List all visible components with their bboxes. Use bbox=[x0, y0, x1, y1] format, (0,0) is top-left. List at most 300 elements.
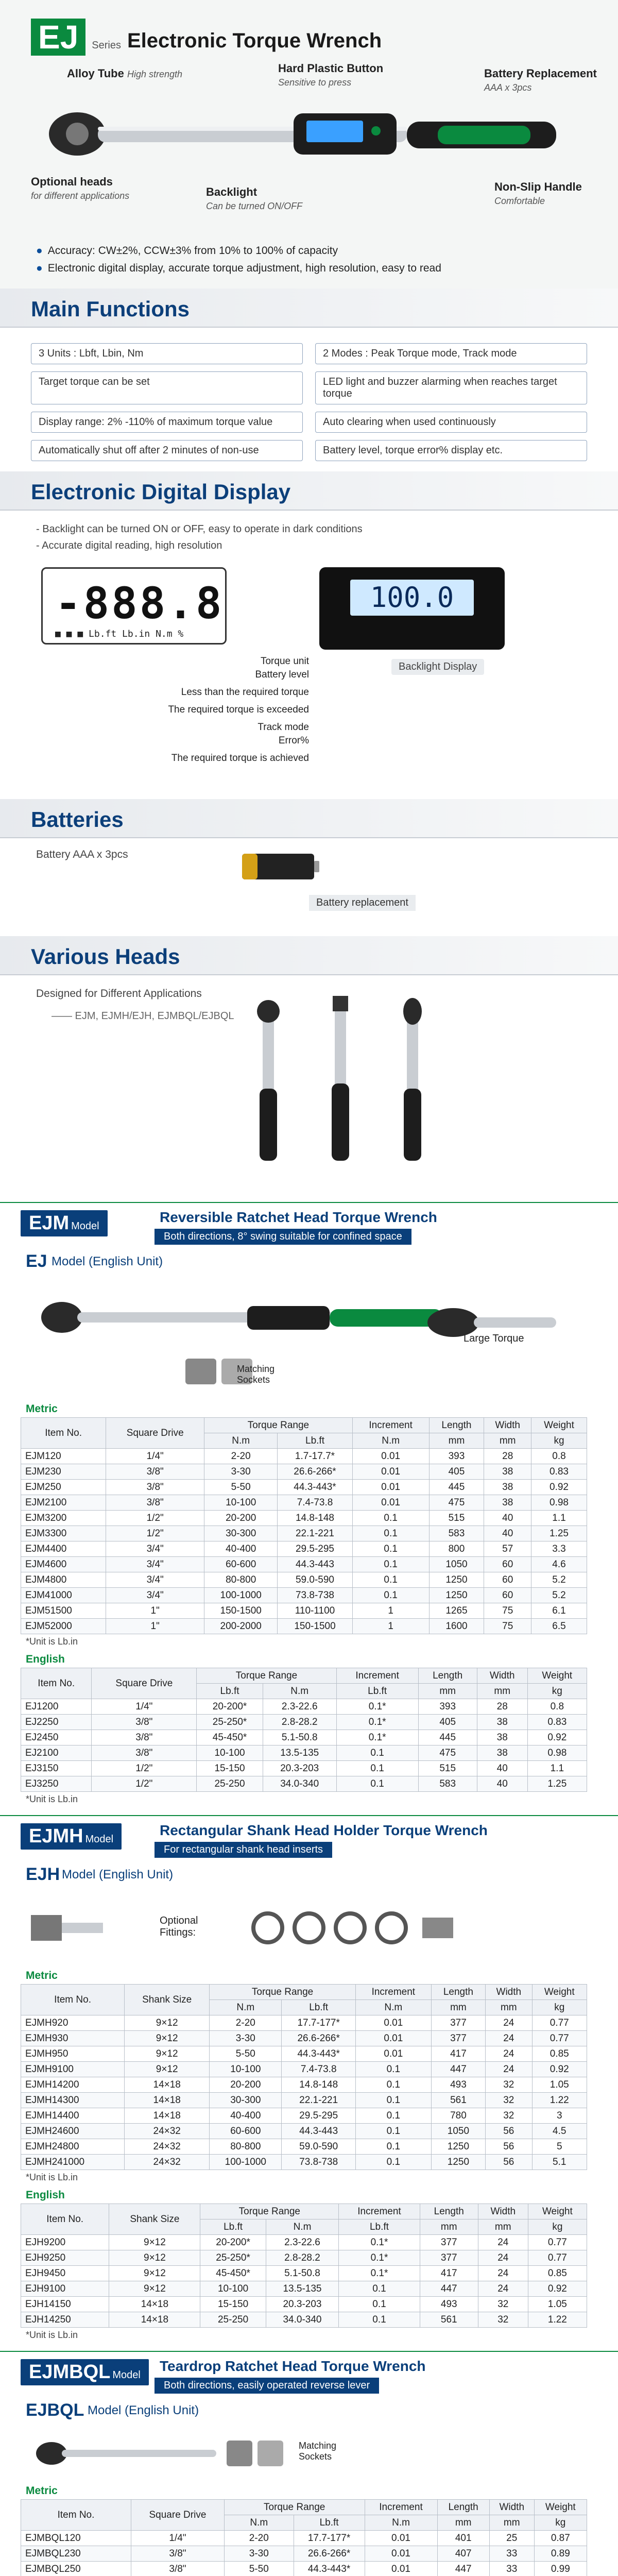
table-header-cell: Length bbox=[431, 1985, 485, 2000]
table-row bbox=[21, 1776, 587, 1792]
table-cell: 5-50 bbox=[210, 2046, 282, 2062]
table-cell: 4.6 bbox=[531, 1557, 587, 1572]
table-row bbox=[21, 2235, 587, 2250]
table-unit-cell: mm bbox=[429, 1433, 484, 1449]
ejmh-product-image bbox=[0, 1889, 618, 1967]
table-cell: 3-30 bbox=[224, 2546, 294, 2562]
callout-backlight: Backlight Can be turned ON/OFF bbox=[206, 185, 303, 211]
table-unit-cell: Lb.ft bbox=[294, 2515, 365, 2531]
table-cell: 0.1 bbox=[352, 1588, 429, 1603]
table-header-cell: Item No. bbox=[21, 2204, 109, 2235]
table-cell: 0.1 bbox=[355, 2124, 431, 2139]
table-cell: 1600 bbox=[429, 1619, 484, 1634]
ejm-title: Reversible Ratchet Head Torque Wrench bbox=[160, 1209, 437, 1225]
table-cell: 0.1 bbox=[352, 1572, 429, 1588]
table-cell: 56 bbox=[486, 2155, 532, 2170]
table-row bbox=[21, 1464, 587, 1480]
table-cell: EJH14250 bbox=[21, 2312, 109, 2328]
table-cell: 100-1000 bbox=[204, 1588, 278, 1603]
table-cell: 3/8" bbox=[131, 2546, 225, 2562]
table-cell: EJMH950 bbox=[21, 2046, 125, 2062]
table-header-cell: Square Drive bbox=[92, 1668, 197, 1699]
table-cell: 0.77 bbox=[528, 2250, 587, 2266]
function-item: LED light and buzzer alarming when reaches target torque bbox=[315, 371, 587, 404]
table-cell: EJ2250 bbox=[21, 1715, 92, 1730]
table-cell: EJMH241000 bbox=[21, 2155, 125, 2170]
ejm-metric-table bbox=[21, 1417, 587, 1634]
table-cell: 75 bbox=[484, 1619, 531, 1634]
table-header-cell: Weight bbox=[527, 1668, 587, 1684]
table-cell: 447 bbox=[431, 2062, 485, 2077]
table-cell: 583 bbox=[429, 1526, 484, 1541]
table-header-cell: Shank Size bbox=[109, 2204, 200, 2235]
table-cell: 22.1-221 bbox=[278, 1526, 352, 1541]
table-cell: 5-50 bbox=[224, 2562, 294, 2576]
table-cell: 24 bbox=[478, 2235, 528, 2250]
table-cell: EJMH9100 bbox=[21, 2062, 125, 2077]
table-unit-cell: N.m bbox=[224, 2515, 294, 2531]
table-cell: 0.01 bbox=[352, 1464, 429, 1480]
table-cell: 1050 bbox=[429, 1557, 484, 1572]
function-item: Automatically shut off after 2 minutes of non-use bbox=[31, 440, 303, 461]
table-cell: 32 bbox=[478, 2297, 528, 2312]
table-cell: EJMBQL230 bbox=[21, 2546, 131, 2562]
table-cell: EJ3250 bbox=[21, 1776, 92, 1792]
table-cell: 33 bbox=[489, 2562, 534, 2576]
table-cell: 0.92 bbox=[532, 2062, 587, 2077]
table-header-cell: Width bbox=[478, 2204, 528, 2219]
table-cell: 24 bbox=[486, 2062, 532, 2077]
table-cell: 0.8 bbox=[531, 1449, 587, 1464]
hero-title bbox=[31, 19, 382, 56]
table-cell: EJM4800 bbox=[21, 1572, 106, 1588]
table-cell: 3/8" bbox=[92, 1715, 197, 1730]
ejmh-metric-note: *Unit is Lb.in bbox=[26, 2172, 78, 2182]
ejm-english-label: English bbox=[26, 1653, 65, 1665]
heads-models: —— EJM, EJMH/EJH, EJMBQL/EJBQL bbox=[52, 1010, 234, 1022]
table-header-cell: Length bbox=[418, 1668, 477, 1684]
table-unit-cell: N.m bbox=[210, 2000, 282, 2015]
table-row bbox=[21, 2546, 587, 2562]
table-cell: EJMH14400 bbox=[21, 2108, 125, 2124]
table-cell: 5 bbox=[532, 2139, 587, 2155]
table-cell: 32 bbox=[478, 2312, 528, 2328]
table-cell: 5.2 bbox=[531, 1588, 587, 1603]
table-cell: 3-30 bbox=[210, 2031, 282, 2046]
ejmh-title: Rectangular Shank Head Holder Torque Wrench bbox=[160, 1822, 488, 1838]
table-cell: 0.77 bbox=[532, 2031, 587, 2046]
table-cell: 9×12 bbox=[109, 2266, 200, 2281]
table-cell: 0.1 bbox=[336, 1761, 418, 1776]
table-header-cell: Torque Range bbox=[210, 1985, 356, 2000]
function-item: Battery level, torque error% display etc. bbox=[315, 440, 587, 461]
table-unit-cell: N.m bbox=[204, 1433, 278, 1449]
table-cell: 1250 bbox=[431, 2155, 485, 2170]
table-cell: EJ2450 bbox=[21, 1730, 92, 1745]
table-unit-cell: kg bbox=[531, 1433, 587, 1449]
wrench-icon bbox=[257, 996, 422, 1161]
callout-heads: Optional heads for different applications bbox=[31, 175, 130, 201]
table-cell: 38 bbox=[477, 1745, 527, 1761]
table-cell: 9×12 bbox=[125, 2015, 210, 2031]
table-cell: 1/4" bbox=[131, 2531, 225, 2546]
table-cell: 44.3-443 bbox=[278, 1557, 352, 1572]
table-row bbox=[21, 2015, 587, 2031]
table-cell: 800 bbox=[429, 1541, 484, 1557]
table-cell: 1.1 bbox=[531, 1511, 587, 1526]
backlight-screen: 100.0 bbox=[350, 580, 474, 616]
digital-display-section bbox=[0, 511, 618, 799]
table-unit-cell: mm bbox=[489, 2515, 534, 2531]
bullet-accuracy: ● Accuracy: CW±2%, CCW±3% from 10% to 100% of capacity bbox=[36, 245, 338, 257]
table-cell: 20-200* bbox=[197, 1699, 263, 1715]
hero-bullets bbox=[36, 242, 441, 277]
table-unit-cell: mm bbox=[418, 1684, 477, 1699]
table-row bbox=[21, 1557, 587, 1572]
table-unit-cell: mm bbox=[484, 1433, 531, 1449]
table-cell: 2.8-28.2 bbox=[263, 1715, 336, 1730]
table-cell: 1.22 bbox=[532, 2093, 587, 2108]
table-cell: 24×32 bbox=[125, 2124, 210, 2139]
table-cell: 0.01 bbox=[355, 2031, 431, 2046]
table-row bbox=[21, 2062, 587, 2077]
table-cell: 30-300 bbox=[204, 1526, 278, 1541]
table-cell: EJM51500 bbox=[21, 1603, 106, 1619]
table-cell: 28 bbox=[484, 1449, 531, 1464]
table-header-cell: Square Drive bbox=[131, 2500, 225, 2531]
function-item: Display range: 2% -110% of maximum torque value bbox=[31, 412, 303, 433]
table-unit-cell: Lb.ft bbox=[200, 2219, 266, 2235]
table-header-cell: Weight bbox=[532, 1985, 587, 2000]
table-cell: 0.85 bbox=[528, 2266, 587, 2281]
ejmh-subtitle: For rectangular shank head inserts bbox=[154, 1842, 332, 1858]
table-cell: 73.8-738 bbox=[278, 1588, 352, 1603]
table-cell: 3 bbox=[532, 2108, 587, 2124]
table-row bbox=[21, 2046, 587, 2062]
table-cell: EJM250 bbox=[21, 1480, 106, 1495]
table-row bbox=[21, 2031, 587, 2046]
table-cell: 40 bbox=[477, 1761, 527, 1776]
table-cell: 24×32 bbox=[125, 2139, 210, 2155]
lcd-digits: -888.8 bbox=[55, 578, 224, 629]
table-row bbox=[21, 2531, 587, 2546]
table-cell: 40-400 bbox=[210, 2108, 282, 2124]
table-cell: 0.1 bbox=[339, 2297, 420, 2312]
table-cell: 45-450* bbox=[200, 2266, 266, 2281]
table-row bbox=[21, 2093, 587, 2108]
table-cell: 9×12 bbox=[125, 2062, 210, 2077]
table-cell: 0.1 bbox=[339, 2312, 420, 2328]
table-cell: 493 bbox=[431, 2077, 485, 2093]
table-cell: 0.1 bbox=[355, 2108, 431, 2124]
table-cell: 0.85 bbox=[532, 2046, 587, 2062]
table-cell: 15-150 bbox=[200, 2297, 266, 2312]
heads-image bbox=[206, 996, 474, 1171]
table-cell: 1.22 bbox=[528, 2312, 587, 2328]
table-cell: 80-800 bbox=[210, 2139, 282, 2155]
table-header-cell: Torque Range bbox=[197, 1668, 336, 1684]
table-cell: 15-150 bbox=[197, 1761, 263, 1776]
table-row bbox=[21, 1761, 587, 1776]
table-cell: 405 bbox=[429, 1464, 484, 1480]
table-cell: 1.05 bbox=[532, 2077, 587, 2093]
table-row bbox=[21, 1511, 587, 1526]
table-cell: 1/2" bbox=[92, 1776, 197, 1792]
table-cell: 7.4-73.8 bbox=[278, 1495, 352, 1511]
table-cell: 38 bbox=[484, 1495, 531, 1511]
main-functions-header: Main Functions bbox=[0, 289, 618, 328]
table-cell: EJM4600 bbox=[21, 1557, 106, 1572]
main-functions-grid bbox=[0, 328, 618, 471]
table-cell: 447 bbox=[437, 2562, 489, 2576]
table-cell: 14.8-148 bbox=[278, 1511, 352, 1526]
table-unit-cell: N.m bbox=[352, 1433, 429, 1449]
table-cell: 200-2000 bbox=[204, 1619, 278, 1634]
table-cell: 24 bbox=[486, 2046, 532, 2062]
table-cell: 493 bbox=[420, 2297, 478, 2312]
battery-icon bbox=[237, 843, 330, 890]
table-cell: 0.1 bbox=[336, 1745, 418, 1761]
ejm-badge: EJM Model bbox=[21, 1210, 108, 1236]
table-cell: 475 bbox=[418, 1745, 477, 1761]
ejmh-english-label: English bbox=[26, 2189, 65, 2201]
table-cell: 2-20 bbox=[224, 2531, 294, 2546]
table-cell: 1/4" bbox=[92, 1699, 197, 1715]
table-cell: 5.1 bbox=[532, 2155, 587, 2170]
table-header-cell: Item No. bbox=[21, 1668, 92, 1699]
table-row bbox=[21, 2266, 587, 2281]
table-unit-cell: mm bbox=[420, 2219, 478, 2235]
table-cell: 447 bbox=[420, 2281, 478, 2297]
table-cell: 393 bbox=[418, 1699, 477, 1715]
table-cell: 0.92 bbox=[527, 1730, 587, 1745]
table-cell: 377 bbox=[420, 2250, 478, 2266]
table-header-row bbox=[21, 2204, 587, 2219]
table-cell: 80-800 bbox=[204, 1572, 278, 1588]
table-cell: 20.3-203 bbox=[263, 1761, 336, 1776]
table-cell: 13.5-135 bbox=[263, 1745, 336, 1761]
table-header-cell: Shank Size bbox=[125, 1985, 210, 2015]
table-row bbox=[21, 1588, 587, 1603]
function-item: Auto clearing when used continuously bbox=[315, 412, 587, 433]
table-unit-cell: kg bbox=[532, 2000, 587, 2015]
table-cell: 0.77 bbox=[528, 2235, 587, 2250]
table-cell: 0.1* bbox=[336, 1730, 418, 1745]
table-cell: 6.5 bbox=[531, 1619, 587, 1634]
table-cell: 417 bbox=[420, 2266, 478, 2281]
table-cell: EJMH920 bbox=[21, 2015, 125, 2031]
lcd-diagram bbox=[41, 567, 227, 645]
table-header-cell: Width bbox=[489, 2500, 534, 2515]
table-header-cell: Item No. bbox=[21, 1985, 125, 2015]
table-cell: EJH9450 bbox=[21, 2266, 109, 2281]
table-cell: 28 bbox=[477, 1699, 527, 1715]
table-header-cell: Length bbox=[437, 2500, 489, 2515]
ejmbql-title: Teardrop Ratchet Head Torque Wrench bbox=[160, 2358, 426, 2374]
table-header-cell: Item No. bbox=[21, 1418, 106, 1449]
table-cell: 24 bbox=[486, 2015, 532, 2031]
callout-handle: Non-Slip Handle Comfortable bbox=[494, 180, 582, 206]
table-cell: 14×18 bbox=[125, 2093, 210, 2108]
table-cell: EJMBQL120 bbox=[21, 2531, 131, 2546]
table-row bbox=[21, 2297, 587, 2312]
table-unit-cell: Lb.ft bbox=[339, 2219, 420, 2235]
table-cell: 2-20 bbox=[210, 2015, 282, 2031]
table-cell: 3/8" bbox=[92, 1745, 197, 1761]
table-cell: 9×12 bbox=[109, 2281, 200, 2297]
table-header-row bbox=[21, 2500, 587, 2515]
table-row bbox=[21, 1715, 587, 1730]
table-cell: 0.01 bbox=[365, 2562, 437, 2576]
table-row bbox=[21, 1572, 587, 1588]
table-cell: 515 bbox=[418, 1761, 477, 1776]
table-cell: 1265 bbox=[429, 1603, 484, 1619]
ejmh-english-note: *Unit is Lb.in bbox=[26, 2330, 78, 2340]
table-unit-cell: mm bbox=[486, 2000, 532, 2015]
table-header-row bbox=[21, 1418, 587, 1433]
table-cell: EJMBQL250 bbox=[21, 2562, 131, 2576]
table-cell: 10-100 bbox=[197, 1745, 263, 1761]
table-row bbox=[21, 1541, 587, 1557]
table-cell: 1 bbox=[352, 1603, 429, 1619]
table-unit-cell: Lb.ft bbox=[197, 1684, 263, 1699]
table-cell: 561 bbox=[431, 2093, 485, 2108]
table-cell: EJH9100 bbox=[21, 2281, 109, 2297]
table-cell: 24 bbox=[486, 2031, 532, 2046]
table-cell: 445 bbox=[429, 1480, 484, 1495]
ejmbql-metric-table bbox=[21, 2499, 587, 2576]
table-cell: 30-300 bbox=[210, 2093, 282, 2108]
series-label: Series bbox=[92, 40, 121, 51]
table-cell: 475 bbox=[429, 1495, 484, 1511]
table-row bbox=[21, 2108, 587, 2124]
table-cell: 377 bbox=[420, 2235, 478, 2250]
table-row bbox=[21, 2139, 587, 2155]
heads-designed: Designed for Different Applications bbox=[36, 988, 202, 999]
table-row bbox=[21, 1603, 587, 1619]
table-cell: 24 bbox=[478, 2266, 528, 2281]
table-cell: 24 bbox=[478, 2250, 528, 2266]
table-cell: EJH9200 bbox=[21, 2235, 109, 2250]
table-cell: 29.5-295 bbox=[282, 2108, 356, 2124]
table-cell: EJM52000 bbox=[21, 1619, 106, 1634]
table-cell: 0.98 bbox=[527, 1745, 587, 1761]
table-unit-cell: kg bbox=[528, 2219, 587, 2235]
table-cell: 60 bbox=[484, 1557, 531, 1572]
table-cell: 0.92 bbox=[531, 1480, 587, 1495]
table-cell: 13.5-135 bbox=[266, 2281, 339, 2297]
table-cell: 32 bbox=[486, 2077, 532, 2093]
table-unit-cell: mm bbox=[431, 2000, 485, 2015]
ejmbql-product-image bbox=[0, 2425, 618, 2482]
table-cell: EJM230 bbox=[21, 1464, 106, 1480]
table-cell: 25-250* bbox=[197, 1715, 263, 1730]
callout-button: Hard Plastic Button Sensitive to press bbox=[278, 62, 384, 88]
table-cell: 6.1 bbox=[531, 1603, 587, 1619]
table-cell: 34.0-340 bbox=[263, 1776, 336, 1792]
table-cell: 2.3-22.6 bbox=[263, 1699, 336, 1715]
table-header-cell: Weight bbox=[534, 2500, 587, 2515]
table-cell: 0.1* bbox=[339, 2266, 420, 2281]
table-row bbox=[21, 1526, 587, 1541]
table-cell: 0.01 bbox=[355, 2046, 431, 2062]
matching-sockets-label: Matching Sockets bbox=[237, 1364, 275, 1385]
table-cell: EJ1200 bbox=[21, 1699, 92, 1715]
table-cell: 9×12 bbox=[125, 2046, 210, 2062]
table-cell: 73.8-738 bbox=[282, 2155, 356, 2170]
table-cell: 100-1000 bbox=[210, 2155, 282, 2170]
table-cell: 3/4" bbox=[106, 1588, 204, 1603]
product-name: Electronic Torque Wrench bbox=[127, 29, 382, 52]
table-cell: 1.25 bbox=[527, 1776, 587, 1792]
table-cell: 60-600 bbox=[204, 1557, 278, 1572]
table-cell: 44.3-443 bbox=[282, 2124, 356, 2139]
table-cell: EJM120 bbox=[21, 1449, 106, 1464]
table-cell: 3/4" bbox=[106, 1572, 204, 1588]
table-cell: 1/2" bbox=[92, 1761, 197, 1776]
table-unit-cell: kg bbox=[527, 1684, 587, 1699]
table-cell: 407 bbox=[437, 2546, 489, 2562]
table-cell: 0.83 bbox=[527, 1715, 587, 1730]
table-cell: 38 bbox=[477, 1730, 527, 1745]
table-cell: 3/8" bbox=[92, 1730, 197, 1745]
table-unit-cell: N.m bbox=[365, 2515, 437, 2531]
table-cell: EJMH14300 bbox=[21, 2093, 125, 2108]
table-cell: 2.8-28.2 bbox=[266, 2250, 339, 2266]
table-cell: 14×18 bbox=[125, 2108, 210, 2124]
table-cell: 60-600 bbox=[210, 2124, 282, 2139]
table-cell: 20-200 bbox=[204, 1511, 278, 1526]
table-cell: 3/8" bbox=[106, 1480, 204, 1495]
table-cell: 32 bbox=[486, 2108, 532, 2124]
table-row bbox=[21, 2312, 587, 2328]
table-cell: 1250 bbox=[429, 1572, 484, 1588]
table-cell: 26.6-266* bbox=[294, 2546, 365, 2562]
table-cell: 0.89 bbox=[534, 2546, 587, 2562]
large-torque-label: Large Torque bbox=[464, 1333, 524, 1344]
table-header-cell: Increment bbox=[365, 2500, 437, 2515]
table-cell: 377 bbox=[431, 2015, 485, 2031]
table-cell: 26.6-266* bbox=[282, 2031, 356, 2046]
table-cell: EJM4400 bbox=[21, 1541, 106, 1557]
table-cell: 22.1-221 bbox=[282, 2093, 356, 2108]
table-cell: 3/8" bbox=[106, 1495, 204, 1511]
table-cell: 14×18 bbox=[109, 2312, 200, 2328]
table-cell: 0.77 bbox=[532, 2015, 587, 2031]
table-header-cell: Width bbox=[486, 1985, 532, 2000]
table-cell: EJM2100 bbox=[21, 1495, 106, 1511]
table-cell: 3/8" bbox=[106, 1464, 204, 1480]
table-cell: 1" bbox=[106, 1619, 204, 1634]
table-cell: 377 bbox=[431, 2031, 485, 2046]
table-cell: 417 bbox=[431, 2046, 485, 2062]
table-cell: 0.92 bbox=[528, 2281, 587, 2297]
table-cell: 0.1 bbox=[355, 2139, 431, 2155]
backlight-label: Backlight Display bbox=[391, 659, 484, 675]
table-unit-cell: N.m bbox=[263, 1684, 336, 1699]
table-header-cell: Square Drive bbox=[106, 1418, 204, 1449]
lcd-units: ■ ■ ■ Lb.ft Lb.in N.m % bbox=[55, 629, 184, 639]
callout-battery: Battery Replacement AAA x 3pcs bbox=[484, 67, 597, 93]
table-cell: 38 bbox=[484, 1464, 531, 1480]
table-cell: 40-400 bbox=[204, 1541, 278, 1557]
table-cell: 1/2" bbox=[106, 1526, 204, 1541]
table-cell: 445 bbox=[418, 1730, 477, 1745]
table-cell: 0.99 bbox=[534, 2562, 587, 2576]
table-header-cell: Width bbox=[477, 1668, 527, 1684]
table-cell: 0.1 bbox=[339, 2281, 420, 2297]
hero-section bbox=[0, 0, 618, 289]
